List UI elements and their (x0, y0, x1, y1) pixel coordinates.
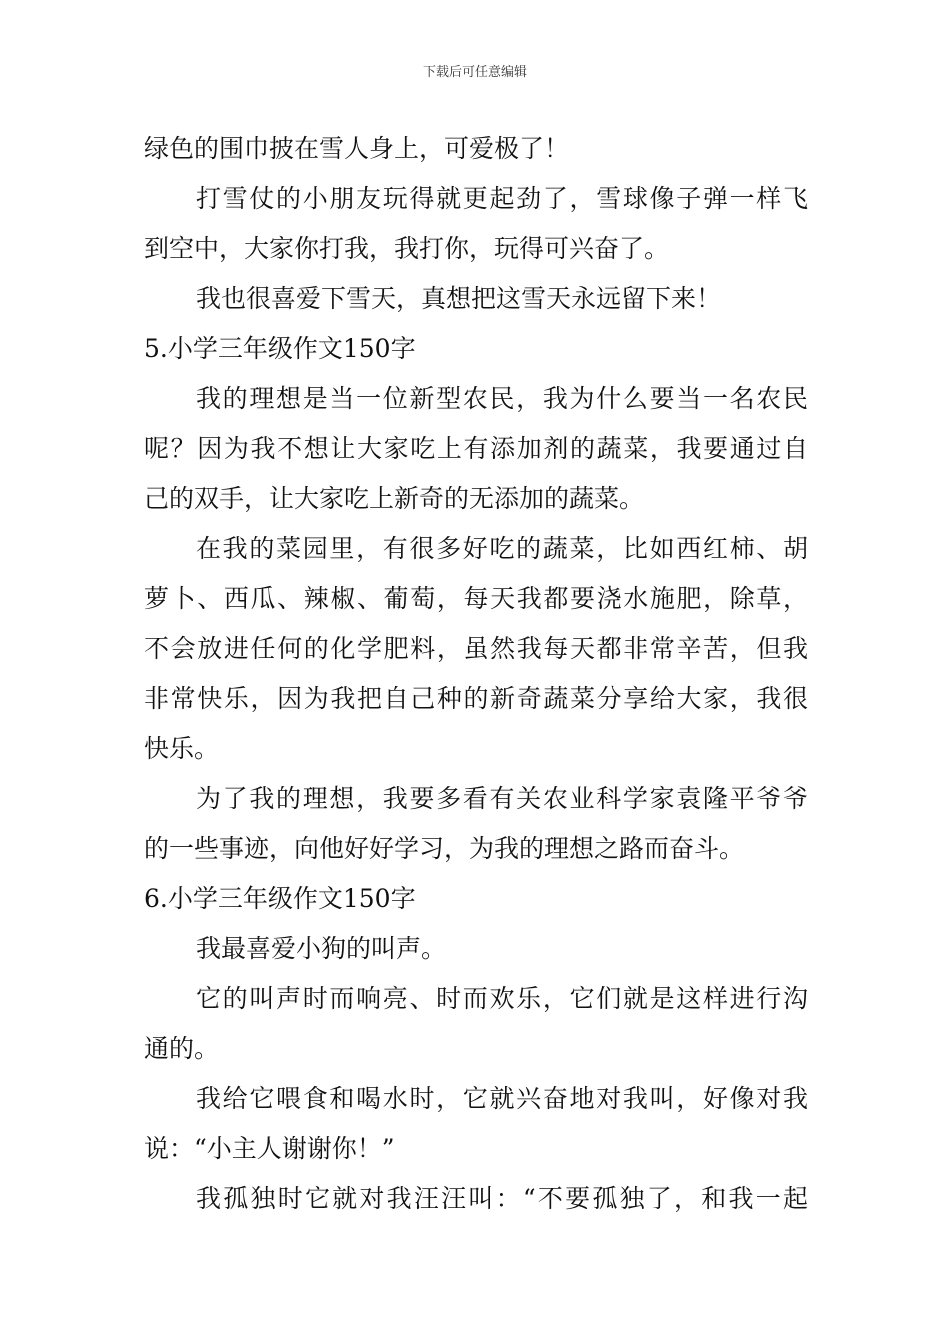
text-line: 通的。 (144, 1034, 220, 1063)
section-heading: 6.小学三年级作文150字 (144, 884, 416, 913)
text-line: 非常快乐，因为我把自己种的新奇蔬菜分享给大家，我很 (144, 684, 808, 713)
text-line: 说：“小主人谢谢你！” (144, 1134, 395, 1163)
document-body (144, 124, 808, 1224)
text-line: 我最喜爱小狗的叫声。 (196, 934, 447, 963)
text-line: 呢？因为我不想让大家吃上有添加剂的蔬菜，我要通过自 (144, 434, 808, 463)
text-line: 我也很喜爱下雪天，真想把这雪天永远留下来！ (196, 284, 722, 313)
text-line: 不会放进任何的化学肥料，虽然我每天都非常辛苦，但我 (144, 634, 808, 663)
text-line: 为了我的理想，我要多看有关农业科学家袁隆平爷爷 (196, 784, 808, 813)
text-line: 到空中，大家你打我，我打你，玩得可兴奋了。 (144, 234, 670, 263)
page-header-note: 下载后可任意编辑 (422, 65, 527, 80)
text-line: 它的叫声时而响亮、时而欢乐，它们就是这样进行沟 (196, 984, 808, 1013)
text-line: 萝卜、西瓜、辣椒、葡萄，每天我都要浇水施肥，除草， (144, 584, 808, 613)
section-heading: 5.小学三年级作文150字 (144, 334, 416, 363)
text-line: 绿色的围巾披在雪人身上，可爱极了！ (144, 134, 570, 163)
text-line: 在我的菜园里，有很多好吃的蔬菜，比如西红柿、胡 (196, 534, 808, 563)
text-line: 的一些事迹，向他好好学习，为我的理想之路而奋斗。 (144, 834, 745, 863)
text-line: 快乐。 (144, 734, 220, 763)
text-line: 我孤独时它就对我汪汪叫：“不要孤独了，和我一起 (196, 1184, 808, 1213)
text-line: 我给它喂食和喝水时，它就兴奋地对我叫，好像对我 (196, 1084, 808, 1113)
text-line: 我的理想是当一位新型农民，我为什么要当一名农民 (196, 384, 808, 413)
text-line: 己的双手，让大家吃上新奇的无添加的蔬菜。 (144, 484, 645, 513)
text-line: 打雪仗的小朋友玩得就更起劲了，雪球像子弹一样飞 (196, 184, 808, 213)
